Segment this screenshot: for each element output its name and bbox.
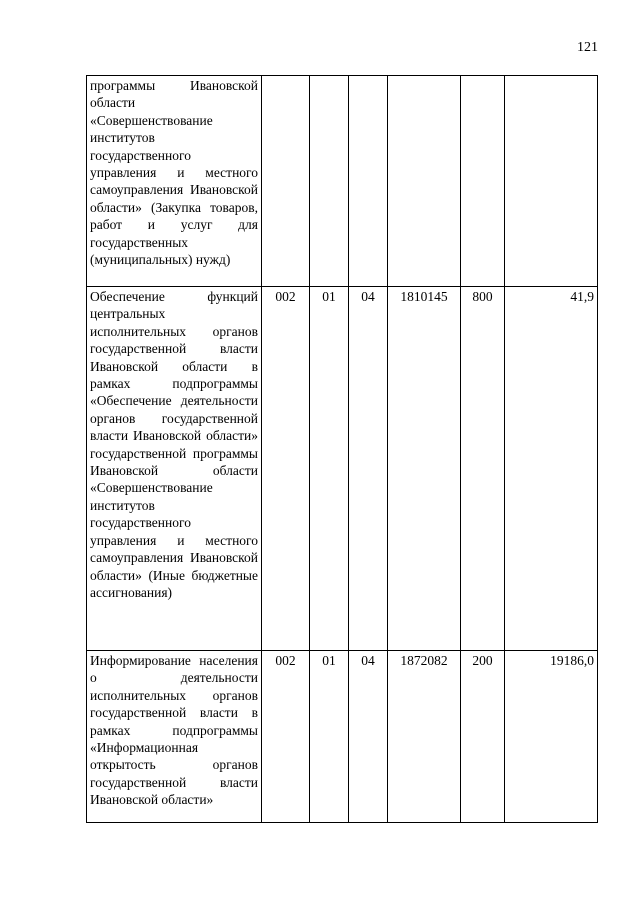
expense-type-code: 800 — [461, 287, 505, 651]
subsection-code — [349, 76, 388, 287]
expense-type-code — [461, 76, 505, 287]
amount-value: 19186,0 — [505, 651, 598, 823]
section-code — [310, 76, 349, 287]
target-code — [388, 76, 461, 287]
expense-type-code: 200 — [461, 651, 505, 823]
page-number: 121 — [577, 40, 598, 55]
target-code: 1810145 — [388, 287, 461, 651]
table-row — [87, 287, 598, 651]
subsection-code: 04 — [349, 651, 388, 823]
budget-table — [86, 75, 598, 823]
subsection-code: 04 — [349, 287, 388, 651]
section-code: 01 — [310, 287, 349, 651]
ministry-code: 002 — [262, 287, 310, 651]
row-description: Информирование населения о деятельности исполнительных органов государственной власти в рамках подпрограммы «Информационная открытость органов государственной власти Ивановской области» — [87, 651, 262, 823]
ministry-code — [262, 76, 310, 287]
row-description: программы Ивановской области «Совершенствование институтов государственного управления и местного самоуправления Ивановской области» (Закупка товаров, работ и услуг для государственных (муниципальных) нужд) — [87, 76, 262, 287]
target-code: 1872082 — [388, 651, 461, 823]
amount-value: 41,9 — [505, 287, 598, 651]
table-row — [87, 651, 598, 823]
section-code: 01 — [310, 651, 349, 823]
row-description: Обеспечение функций центральных исполнительных органов государственной власти Ивановской области в рамках подпрограммы «Обеспечение деятельности органов государственной власти Ивановской области» государственной программы Ивановской области «Совершенствование институтов государственного управления и местного самоуправления Ивановской области» (Иные бюджетные ассигнования) — [87, 287, 262, 651]
ministry-code: 002 — [262, 651, 310, 823]
table-row — [87, 76, 598, 287]
amount-value — [505, 76, 598, 287]
